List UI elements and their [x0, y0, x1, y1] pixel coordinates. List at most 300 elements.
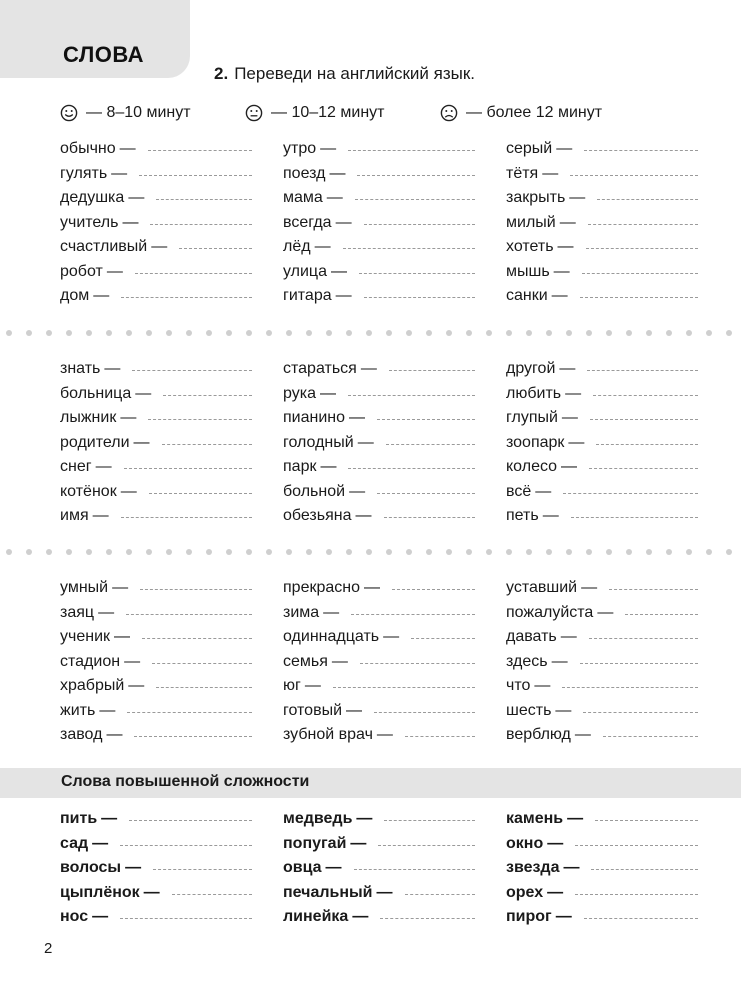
dash: —	[555, 908, 572, 925]
word: попугай	[283, 834, 347, 852]
answer-blank[interactable]	[575, 893, 698, 895]
answer-blank[interactable]	[584, 917, 698, 919]
answer-blank[interactable]	[392, 588, 475, 590]
answer-blank[interactable]	[148, 418, 252, 420]
answer-blank[interactable]	[603, 735, 698, 737]
word-row	[60, 409, 252, 433]
word: юг	[283, 677, 301, 694]
answer-blank[interactable]	[609, 588, 698, 590]
answer-blank[interactable]	[348, 394, 475, 396]
word: зима	[283, 603, 320, 621]
hard-word-row	[283, 884, 475, 908]
dash: —	[120, 409, 137, 426]
answer-blank[interactable]	[135, 272, 252, 274]
separator-dot	[246, 330, 252, 336]
dash: —	[151, 238, 168, 255]
dash: —	[561, 458, 578, 475]
hard-word-row	[60, 835, 252, 859]
word: гитара	[283, 287, 332, 304]
word-row	[283, 263, 475, 287]
separator-dot	[86, 330, 92, 336]
word-row	[60, 360, 252, 384]
word-row	[60, 702, 252, 726]
separator-dot	[626, 330, 632, 336]
word: гулять	[60, 164, 108, 182]
answer-blank[interactable]	[121, 296, 252, 298]
dash: —	[569, 189, 586, 206]
answer-blank[interactable]	[354, 868, 475, 870]
separator-dot	[246, 549, 252, 555]
word-row	[60, 287, 252, 311]
word: уставший	[506, 579, 578, 596]
separator-dot	[426, 330, 432, 336]
timer-medium	[245, 104, 384, 122]
word: петь	[506, 507, 539, 524]
word-row	[60, 458, 252, 482]
word: печальный	[283, 883, 373, 901]
hard-words-title: Слова повышенной сложности	[61, 773, 310, 790]
page-number: 2	[44, 940, 53, 957]
separator-dot	[206, 549, 212, 555]
word: санки	[506, 287, 548, 304]
dash: —	[547, 883, 564, 901]
word-row	[506, 189, 698, 213]
word: всегда	[283, 213, 332, 231]
word-row	[283, 483, 475, 507]
word-row	[506, 238, 698, 262]
separator-dot	[46, 549, 52, 555]
separator-dot	[446, 330, 452, 336]
answer-blank[interactable]	[359, 272, 475, 274]
separator-dot	[606, 330, 612, 336]
word: сад	[60, 834, 89, 852]
answer-blank[interactable]	[562, 686, 698, 688]
word: стараться	[283, 360, 357, 377]
separator-dot	[626, 549, 632, 555]
dash: —	[535, 482, 552, 500]
answer-blank[interactable]	[150, 223, 252, 225]
separator-dot	[6, 330, 12, 336]
word: прекрасно	[283, 579, 360, 596]
word: знать	[60, 360, 101, 377]
separator-dot	[26, 330, 32, 336]
answer-blank[interactable]	[348, 149, 475, 151]
word: овца	[283, 859, 322, 876]
dash: —	[551, 652, 568, 670]
separator-dot	[546, 330, 552, 336]
word-row	[60, 238, 252, 262]
task-text: Переведи на английский язык.	[234, 64, 476, 83]
word: закрыть	[506, 189, 566, 206]
word-row	[506, 458, 698, 482]
timer-slow	[440, 104, 602, 122]
word-row	[283, 287, 475, 311]
word-row	[60, 214, 252, 238]
word: шесть	[506, 701, 552, 719]
word: больной	[283, 482, 346, 500]
hard-word-row	[506, 810, 698, 834]
word: другой	[506, 360, 556, 377]
word-row	[60, 189, 252, 213]
dotted-separator	[0, 549, 741, 557]
dash: —	[320, 140, 337, 157]
answer-blank[interactable]	[124, 467, 252, 469]
answer-blank[interactable]	[120, 844, 252, 846]
word: одиннадцать	[283, 628, 380, 645]
word-row	[60, 140, 252, 164]
word-row	[60, 677, 252, 701]
dash: —	[92, 834, 109, 852]
word: пианино	[283, 409, 346, 426]
word-row	[283, 165, 475, 189]
timer-slow-text: — более 12 минут	[466, 104, 603, 121]
word: окно	[506, 834, 544, 852]
answer-blank[interactable]	[405, 893, 475, 895]
answer-blank[interactable]	[378, 844, 475, 846]
dash: —	[376, 883, 393, 901]
word: дом	[60, 287, 90, 304]
answer-blank[interactable]	[593, 394, 698, 396]
answer-blank[interactable]	[351, 613, 475, 615]
answer-blank[interactable]	[586, 247, 698, 249]
separator-dot	[286, 549, 292, 555]
word-row	[506, 483, 698, 507]
word: пить	[60, 810, 98, 827]
dash: —	[383, 628, 400, 645]
answer-blank[interactable]	[584, 149, 698, 151]
dash: —	[319, 384, 336, 402]
answer-blank[interactable]	[162, 443, 252, 445]
separator-dot	[186, 549, 192, 555]
answer-blank[interactable]	[348, 467, 475, 469]
answer-blank[interactable]	[156, 686, 252, 688]
word: лыжник	[60, 409, 117, 426]
dash: —	[561, 409, 578, 426]
word-row	[506, 263, 698, 287]
word-row	[283, 458, 475, 482]
separator-dot	[186, 330, 192, 336]
answer-blank[interactable]	[140, 588, 252, 590]
word-row	[506, 507, 698, 531]
answer-blank[interactable]	[588, 223, 698, 225]
dash: —	[330, 262, 347, 280]
dash: —	[563, 859, 580, 876]
answer-blank[interactable]	[377, 418, 475, 420]
dash: —	[568, 433, 585, 451]
separator-dot	[366, 549, 372, 555]
word: тётя	[506, 164, 539, 182]
answer-blank[interactable]	[570, 174, 698, 176]
separator-dot	[726, 549, 732, 555]
word-row	[506, 140, 698, 164]
word: больница	[60, 384, 132, 402]
answer-blank[interactable]	[563, 492, 698, 494]
word: семья	[283, 652, 328, 670]
word: медведь	[283, 810, 353, 827]
answer-blank[interactable]	[142, 637, 252, 639]
separator-dot	[706, 549, 712, 555]
answer-blank[interactable]	[589, 637, 698, 639]
word: котёнок	[60, 482, 117, 500]
word: заяц	[60, 603, 95, 621]
answer-blank[interactable]	[333, 686, 475, 688]
answer-blank[interactable]	[389, 369, 475, 371]
separator-dot	[226, 549, 232, 555]
word-row	[60, 653, 252, 677]
word: родители	[60, 433, 130, 451]
word: всё	[506, 482, 532, 500]
word-row	[506, 726, 698, 750]
word: жить	[60, 701, 96, 719]
word-row	[506, 360, 698, 384]
word-row	[506, 579, 698, 603]
word-row	[506, 434, 698, 458]
answer-blank[interactable]	[156, 198, 252, 200]
hard-words-header	[0, 768, 741, 798]
separator-dot	[126, 330, 132, 336]
dash: —	[542, 507, 559, 524]
answer-blank[interactable]	[571, 516, 698, 518]
hard-word-row	[60, 859, 252, 883]
dash: —	[326, 189, 343, 206]
word-row	[506, 628, 698, 652]
word-row	[506, 702, 698, 726]
dash: —	[128, 189, 145, 206]
separator-dot	[266, 549, 272, 555]
separator-dot	[666, 330, 672, 336]
dash: —	[567, 810, 584, 827]
answer-blank[interactable]	[360, 662, 475, 664]
hard-word-row	[283, 859, 475, 883]
dash: —	[556, 140, 573, 157]
dash: —	[304, 677, 321, 694]
word: поезд	[283, 164, 326, 182]
word: умный	[60, 579, 109, 596]
word: ученик	[60, 628, 111, 645]
word: завод	[60, 726, 103, 743]
dash: —	[314, 238, 331, 255]
dash: —	[346, 701, 363, 719]
separator-dot	[426, 549, 432, 555]
word-row	[60, 579, 252, 603]
answer-blank[interactable]	[153, 868, 252, 870]
dash: —	[320, 458, 337, 475]
dash: —	[364, 579, 380, 596]
word-row	[283, 677, 475, 701]
word: хотеть	[506, 238, 554, 255]
hard-word-row	[283, 835, 475, 859]
dash: —	[553, 262, 570, 280]
dash: —	[125, 859, 142, 876]
answer-blank[interactable]	[384, 516, 476, 518]
answer-blank[interactable]	[148, 149, 252, 151]
dash: —	[329, 164, 346, 182]
answer-blank[interactable]	[386, 443, 475, 445]
dash: —	[560, 628, 577, 645]
separator-dot	[686, 549, 692, 555]
answer-blank[interactable]	[127, 711, 252, 713]
answer-blank[interactable]	[152, 662, 252, 664]
answer-blank[interactable]	[380, 917, 475, 919]
answer-blank[interactable]	[163, 394, 252, 396]
separator-dot	[406, 549, 412, 555]
dash: —	[565, 384, 582, 402]
separator-dot	[166, 549, 172, 555]
word: лёд	[283, 238, 311, 255]
answer-blank[interactable]	[126, 613, 252, 615]
answer-blank[interactable]	[582, 272, 698, 274]
word: орех	[506, 883, 544, 901]
separator-dot	[26, 549, 32, 555]
dash: —	[597, 603, 614, 621]
separator-dot	[606, 549, 612, 555]
word-row	[60, 263, 252, 287]
separator-dot	[726, 330, 732, 336]
separator-dot	[226, 330, 232, 336]
answer-blank[interactable]	[374, 711, 475, 713]
answer-blank[interactable]	[364, 223, 475, 225]
dash: —	[143, 883, 160, 901]
dash: —	[325, 859, 342, 876]
dash: —	[551, 287, 568, 304]
word: серый	[506, 140, 553, 157]
answer-blank[interactable]	[575, 844, 698, 846]
word: стадион	[60, 652, 121, 670]
separator-dot	[566, 549, 572, 555]
word: глупый	[506, 409, 558, 426]
word-row	[283, 628, 475, 652]
word-row	[283, 140, 475, 164]
answer-blank[interactable]	[625, 613, 698, 615]
separator-dot	[526, 330, 532, 336]
word: зубной врач	[283, 726, 373, 743]
word: улица	[283, 262, 327, 280]
word-row	[506, 214, 698, 238]
word-row	[506, 165, 698, 189]
word: камень	[506, 810, 564, 827]
hard-word-row	[506, 884, 698, 908]
dash: —	[376, 726, 393, 743]
answer-blank[interactable]	[149, 492, 252, 494]
separator-dot	[106, 330, 112, 336]
answer-blank[interactable]	[580, 296, 698, 298]
answer-blank[interactable]	[179, 247, 252, 249]
dash: —	[122, 213, 139, 231]
word-row	[283, 189, 475, 213]
answer-blank[interactable]	[172, 893, 252, 895]
separator-dot	[66, 330, 72, 336]
word: рука	[283, 384, 316, 402]
dash: —	[323, 603, 340, 621]
separator-dot	[586, 330, 592, 336]
separator-dot	[146, 330, 152, 336]
separator-dot	[346, 330, 352, 336]
answer-blank[interactable]	[583, 711, 698, 713]
answer-blank[interactable]	[591, 868, 698, 870]
word-row	[283, 360, 475, 384]
separator-dot	[646, 330, 652, 336]
separator-dot	[6, 549, 12, 555]
answer-blank[interactable]	[590, 418, 698, 420]
word-row	[283, 507, 475, 531]
answer-blank[interactable]	[587, 369, 698, 371]
dash: —	[120, 482, 137, 500]
answer-blank[interactable]	[589, 467, 698, 469]
answer-blank[interactable]	[364, 296, 475, 298]
word: утро	[283, 140, 317, 157]
separator-dot	[706, 330, 712, 336]
answer-blank[interactable]	[121, 516, 252, 518]
dash: —	[574, 726, 591, 743]
separator-dot	[126, 549, 132, 555]
word-row	[283, 604, 475, 628]
answer-blank[interactable]	[411, 637, 475, 639]
word-row	[60, 385, 252, 409]
answer-blank[interactable]	[134, 735, 252, 737]
answer-blank[interactable]	[405, 735, 475, 737]
word: давать	[506, 628, 557, 645]
answer-blank[interactable]	[595, 819, 698, 821]
dash: —	[357, 433, 374, 451]
answer-blank[interactable]	[384, 819, 475, 821]
separator-dot	[46, 330, 52, 336]
answer-blank[interactable]	[129, 819, 252, 821]
sad-face-icon	[440, 104, 458, 122]
separator-dot	[466, 549, 472, 555]
answer-blank[interactable]	[580, 662, 698, 664]
separator-dot	[666, 549, 672, 555]
word: цыплёнок	[60, 883, 140, 901]
answer-blank[interactable]	[596, 443, 698, 445]
answer-blank[interactable]	[357, 174, 475, 176]
dotted-separator	[0, 330, 741, 338]
dash: —	[335, 287, 352, 304]
answer-blank[interactable]	[120, 917, 252, 919]
dash: —	[559, 213, 576, 231]
word: снег	[60, 458, 92, 475]
answer-blank[interactable]	[132, 369, 252, 371]
word: пирог	[506, 908, 552, 925]
separator-dot	[506, 330, 512, 336]
answer-blank[interactable]	[139, 174, 252, 176]
dash: —	[104, 360, 121, 377]
separator-dot	[526, 549, 532, 555]
word-row	[283, 726, 475, 750]
dash: —	[547, 834, 564, 852]
separator-dot	[326, 549, 332, 555]
dash: —	[111, 164, 128, 182]
answer-blank[interactable]	[377, 492, 475, 494]
word-row	[60, 483, 252, 507]
separator-dot	[206, 330, 212, 336]
word: имя	[60, 507, 89, 524]
dash: —	[557, 238, 574, 255]
answer-blank[interactable]	[597, 198, 698, 200]
dash: —	[119, 140, 136, 157]
dash: —	[542, 164, 559, 182]
dash: —	[93, 287, 110, 304]
dash: —	[98, 603, 115, 621]
word-row	[506, 653, 698, 677]
answer-blank[interactable]	[355, 198, 475, 200]
word: готовый	[283, 701, 343, 719]
word: звезда	[506, 859, 560, 876]
hard-word-row	[283, 908, 475, 932]
separator-dot	[386, 330, 392, 336]
separator-dot	[306, 549, 312, 555]
answer-blank[interactable]	[343, 247, 475, 249]
word: линейка	[283, 908, 349, 925]
